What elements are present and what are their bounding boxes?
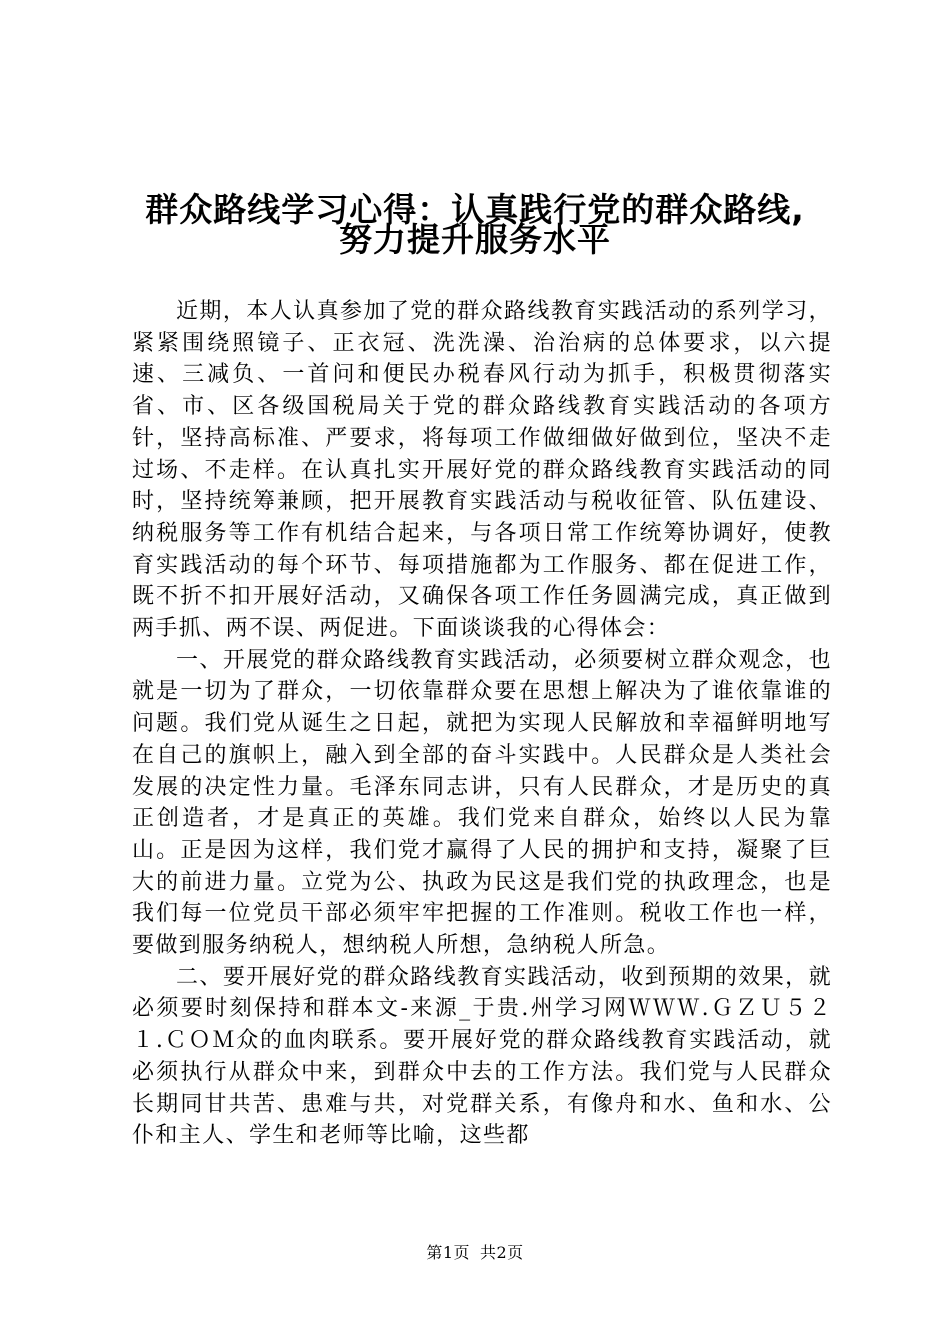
page-number-current: 第1页 (426, 1243, 470, 1262)
document-title-line-1: 群众路线学习心得：认真践行党的群众路线, (145, 190, 805, 229)
document-title-line-2: 努力提升服务水平 (339, 220, 611, 259)
document-body (132, 296, 832, 1152)
page-number-total: 共2页 (480, 1243, 524, 1262)
paragraph-section-one: 一、开展党的群众路线教育实践活动，必须要树立群众观念，也就是一切为了群众，一切依靠群众要在思想上解决为了谁依靠谁的问题。我们党从诞生之日起，就把为实现人民解放和幸福鲜明地写在自己的旗帜上，融入到全部的奋斗实践中。人民群众是人类社会发展的决定性力量。毛泽东同志讲，只有人民群众，才是历史的真正创造者，才是真正的英雄。我们党来自群众，始终以人民为靠山。正是因为这样，我们党才赢得了人民的拥护和支持，凝聚了巨大的前进力量。立党为公、执政为民这是我们党的执政理念，也是我们每一位党员干部必须牢牢把握的工作准则。税收工作也一样，要做到服务纳税人，想纳税人所想，急纳税人所急。 (132, 647, 832, 959)
page-footer (0, 1243, 950, 1263)
paragraph-section-two: 二、要开展好党的群众路线教育实践活动，收到预期的效果，就必须要时刻保持和群本文-来源_于贵.州学习网ＷＷＷ.ＧＺＵ５２１.ＣＯＭ众的血肉联系。要开展好党的群众路线教育实践活动，就必须执行从群众中来，到群众中去的工作方法。我们党与人民群众长期同甘共苦、患难与共，对党群关系，有像舟和水、鱼和水、公仆和主人、学生和老师等比喻，这些都 (132, 964, 832, 1149)
paragraph-intro: 近期，本人认真参加了党的群众路线教育实践活动的系列学习，紧紧围绕照镜子、正衣冠、洗洗澡、治治病的总体要求，以六提速、三减负、一首问和便民办税春风行动为抓手，积极贯彻落实省、市、区各级国税局关于党的群众路线教育实践活动的各项方针，坚持高标准、严要求，将每项工作做细做好做到位，坚决不走过场、不走样。在认真扎实开展好党的群众路线教育实践活动的同时，坚持统筹兼顾，把开展教育实践活动与税收征管、队伍建设、纳税服务等工作有机结合起来，与各项日常工作统筹协调好，使教育实践活动的每个环节、每项措施都为工作服务、都在促进工作，既不折不扣开展好活动，又确保各项工作任务圆满完成，真正做到两手抓、两不误、两促进。下面谈谈我的心得体会： (132, 299, 832, 642)
